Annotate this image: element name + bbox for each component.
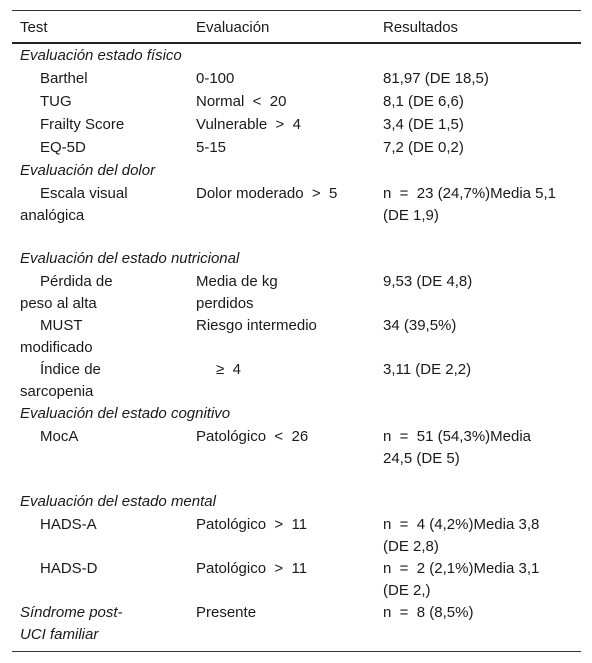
section-fisico: Evaluación estado físico: [20, 47, 182, 64]
cell-test: EQ-5D: [40, 139, 86, 156]
section-cognitivo: Evaluación del estado cognitivo: [20, 405, 231, 422]
cell-result: 8,1 (DE 6,6): [383, 93, 464, 110]
cell-test: Barthel: [40, 70, 88, 87]
cell-eval: Media de kg perdidos: [196, 273, 282, 312]
cell-eval: Vulnerable > 4: [196, 116, 301, 133]
cell-test: Índice de sarcopenia: [20, 361, 106, 400]
table-bottom-rule: [12, 651, 581, 652]
cell-eval: Presente: [196, 604, 257, 621]
cell-eval: Riesgo intermedio: [196, 317, 317, 334]
cell-eval: Patológico > 11: [196, 560, 308, 577]
cell-eval: Patológico < 26: [196, 428, 309, 445]
cell-eval: Patológico > 11: [196, 516, 308, 533]
cell-result: n = 2 (2,1%)Media 3,1 (DE 2,): [383, 560, 544, 599]
cell-test: Frailty Score: [40, 116, 125, 133]
header-resultados: Resultados: [383, 19, 459, 36]
cell-eval: 5-15: [196, 139, 227, 156]
cell-test: HADS-A: [40, 516, 97, 533]
cell-eval: Normal < 20: [196, 93, 287, 110]
cell-test: Pérdida de peso al alta: [20, 273, 117, 312]
cell-result: 34 (39,5%): [383, 317, 457, 334]
cell-test: TUG: [40, 93, 72, 110]
cell-result: 81,97 (DE 18,5): [383, 70, 489, 87]
cell-result: n = 23 (24,7%)Media 5,1 (DE 1,9): [383, 185, 561, 224]
cell-test: MocA: [40, 428, 79, 445]
header-rule: [12, 42, 581, 44]
header-evaluacion: Evaluación: [196, 19, 270, 36]
cell-test: Síndrome post-UCI familiar: [20, 604, 123, 643]
cell-result: 7,2 (DE 0,2): [383, 139, 464, 156]
section-nutricional: Evaluación del estado nutricional: [20, 250, 240, 267]
cell-test: MUST modificado: [20, 317, 93, 356]
cell-result: n = 4 (4,2%)Media 3,8 (DE 2,8): [383, 516, 544, 555]
cell-eval: 0-100: [196, 70, 235, 87]
cell-eval: Dolor moderado > 5: [196, 185, 338, 202]
cell-result: 3,4 (DE 1,5): [383, 116, 464, 133]
table-top-rule: [12, 10, 581, 11]
cell-result: n = 8 (8,5%): [383, 604, 474, 621]
cell-result: 3,11 (DE 2,2): [383, 361, 472, 378]
cell-eval: ≥ 4: [216, 361, 241, 378]
section-dolor: Evaluación del dolor: [20, 162, 156, 179]
header-test: Test: [20, 19, 48, 36]
cell-test: Escala visual analógica: [20, 185, 132, 224]
cell-result: 9,53 (DE 4,8): [383, 273, 473, 290]
cell-result: n = 51 (54,3%)Media 24,5 (DE 5): [383, 428, 536, 467]
section-mental: Evaluación del estado mental: [20, 493, 216, 510]
cell-test: HADS-D: [40, 560, 98, 577]
